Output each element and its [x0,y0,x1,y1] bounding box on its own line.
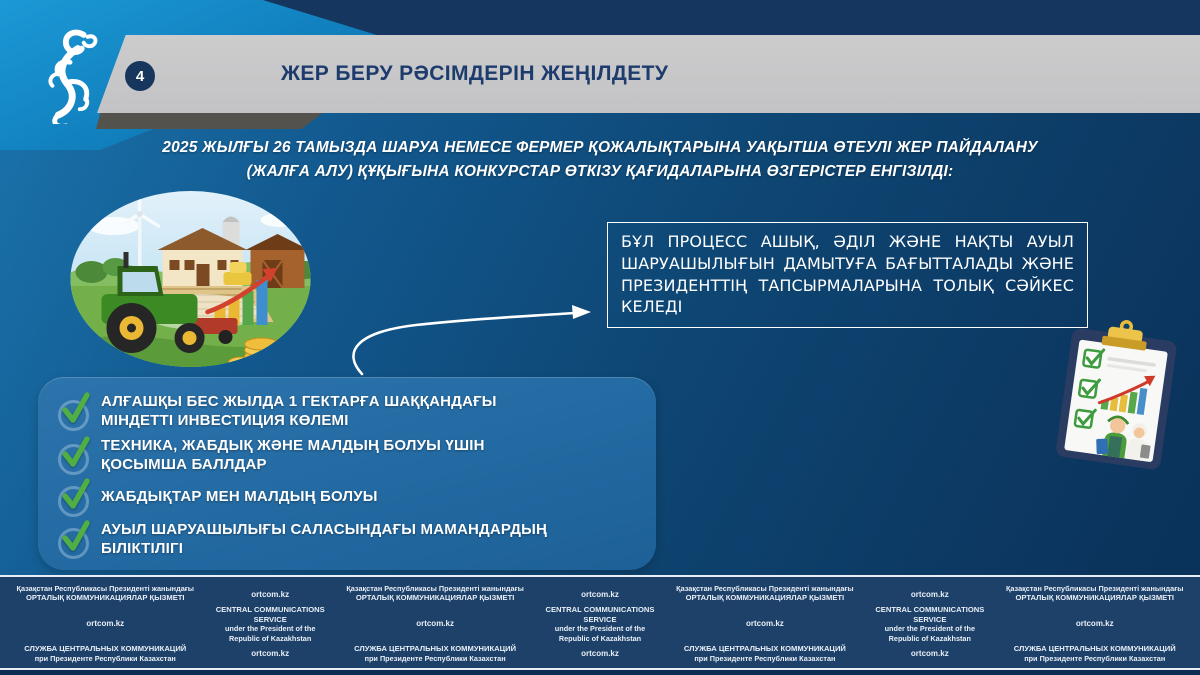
footer-en-line3: Republic of Kazakhstan [229,633,312,643]
list-item-label: АЛҒАШҚЫ БЕС ЖЫЛДА 1 ГЕКТАРҒА ШАҚҚАНДАҒЫ МІНДЕТТІ ИНВЕСТИЦИЯ КӨЛЕМІ [101,393,497,430]
list-item [58,392,638,430]
footer-url: ortcom.kz [86,619,125,628]
footer-url: ortcom.kz [910,649,949,658]
footer-en-line1: CENTRAL COMMUNICATIONS SERVICE [875,604,985,624]
footer-kz-line2: ОРТАЛЫҚ КОММУНИКАЦИЯЛАР ҚЫЗМЕТІ [26,593,185,603]
footer-ru-line2: при Президенте Республики Казахстан [694,653,836,663]
footer-en-line2: under the President of the [554,624,646,634]
footer-ru-line1: СЛУЖБА ЦЕНТРАЛЬНЫХ КОММУНИКАЦИЙ [354,643,517,653]
footer-kz-line1: Қазақстан Республикасы Президенті жанындағы [16,584,195,593]
footer-ru-line2: при Президенте Республики Казахстан [34,653,176,663]
footer-block-en [532,580,667,666]
green-check-icon [58,438,88,472]
footer-en-line3: Republic of Kazakhstan [558,633,642,643]
footer [0,575,1200,675]
list-item-label: АУЫЛ ШАРУАШЫЛЫҒЫ САЛАСЫНДАҒЫ МАМАНДАРДЫҢ БІЛІКТІЛІГІ [101,520,547,557]
subtitle-line-2: (ЖАЛҒА АЛУ) ҚҰҚЫҒЫНА КОНКУРСТАР ӨТКІЗУ ҚАҒИДАЛАРЫНА ӨЗГЕРІСТЕР ЕНГІЗІЛДІ: [246,163,954,181]
green-check-icon [58,522,88,556]
footer-en-line1: CENTRAL COMMUNICATIONS SERVICE [215,604,325,624]
snow-leopard-emblem-icon [27,24,115,124]
footer-url: ortcom.kz [581,590,619,599]
footer-en-line3: Republic of Kazakhstan [888,633,971,643]
green-check-icon [58,394,88,428]
footer-kz-line1: Қазақстан Республикасы Президенті жанындағы [346,584,524,593]
footer-block-en [862,580,997,666]
footer-url: ortcom.kz [746,619,784,628]
footer-columns [0,577,1200,673]
footer-kz-line1: Қазақстан Республикасы Президенті жанындағы [676,584,854,593]
clipboard-checklist-illustration [1038,309,1198,479]
slide-number-badge: 4 [125,61,155,91]
footer-ru-line1: СЛУЖБА ЦЕНТРАЛЬНЫХ КОММУНИКАЦИЙ [1013,643,1176,653]
footer-kz-line2: ОРТАЛЫҚ КОММУНИКАЦИЯЛАР ҚЫЗМЕТІ [685,593,845,603]
footer-ru-line1: СЛУЖБА ЦЕНТРАЛЬНЫХ КОММУНИКАЦИЙ [683,643,846,653]
list-item-label: ЖАБДЫҚТАР МЕН МАЛДЫҢ БОЛУЫ [101,488,378,506]
page-title: ЖЕР БЕРУ РӘСІМДЕРІН ЖЕҢІЛДЕТУ [281,62,669,85]
footer-block-en [203,580,338,666]
list-item [58,520,638,558]
footer-kz-line2: ОРТАЛЫҚ КОММУНИКАЦИЯЛАР ҚЫЗМЕТІ [355,593,515,603]
green-check-icon [58,480,88,514]
footer-block-kz [16,580,195,666]
subtitle-line-1: 2025 ЖЫЛҒЫ 26 ТАМЫЗДА ШАРУА НЕМЕСЕ ФЕРМЕР ҚОЖАЛЫҚТАРЫНА УАҚЫТША ӨТЕУЛІ ЖЕР ПАЙДАЛАНУ [162,139,1038,156]
footer-kz-line1: Қазақстан Республикасы Президенті жанындағы [1005,584,1184,593]
footer-en-line1: CENTRAL COMMUNICATIONS SERVICE [545,604,655,624]
footer-block-kz [676,580,855,666]
farm-tractor-illustration [63,190,318,370]
subtitle [80,136,1120,184]
footer-url: ortcom.kz [910,590,949,599]
callout-box: БҰЛ ПРОЦЕСС АШЫҚ, ӘДІЛ ЖӘНЕ НАҚТЫ АУЫЛ ШАРУАШЫЛЫҒЫН ДАМЫТУҒА БАҒЫТТАЛАДЫ ЖӘНЕ ПРЕЗИДЕНТТІҢ ТАПСЫРМАЛАРЫНА ТОЛЫҚ СӘЙКЕС КЕЛЕДІ [607,222,1088,328]
footer-url: ortcom.kz [1075,619,1114,628]
footer-en-line2: under the President of the [224,624,316,634]
footer-url: ortcom.kz [416,619,454,628]
list-item [58,436,638,474]
banner-shadow-wedge [96,112,324,129]
footer-kz-line2: ОРТАЛЫҚ КОММУНИКАЦИЯЛАР ҚЫЗМЕТІ [1015,593,1174,603]
footer-ru-line2: при Президенте Республики Казахстан [364,653,506,663]
list-item-label: ТЕХНИКА, ЖАБДЫҚ ЖӘНЕ МАЛДЫҢ БОЛУЫ ҮШІН ҚОСЫМША БАЛЛДАР [101,437,485,474]
footer-en-line2: under the President of the [884,624,976,634]
checklist-panel [38,377,656,570]
footer-ru-line2: при Президенте Республики Казахстан [1024,653,1166,663]
footer-block-kz [1005,580,1184,666]
footer-ru-line1: СЛУЖБА ЦЕНТРАЛЬНЫХ КОММУНИКАЦИЙ [24,643,187,653]
footer-url: ortcom.kz [581,649,619,658]
footer-url: ortcom.kz [251,649,290,658]
footer-block-kz [346,580,525,666]
list-item [58,480,638,514]
footer-url: ortcom.kz [251,590,290,599]
